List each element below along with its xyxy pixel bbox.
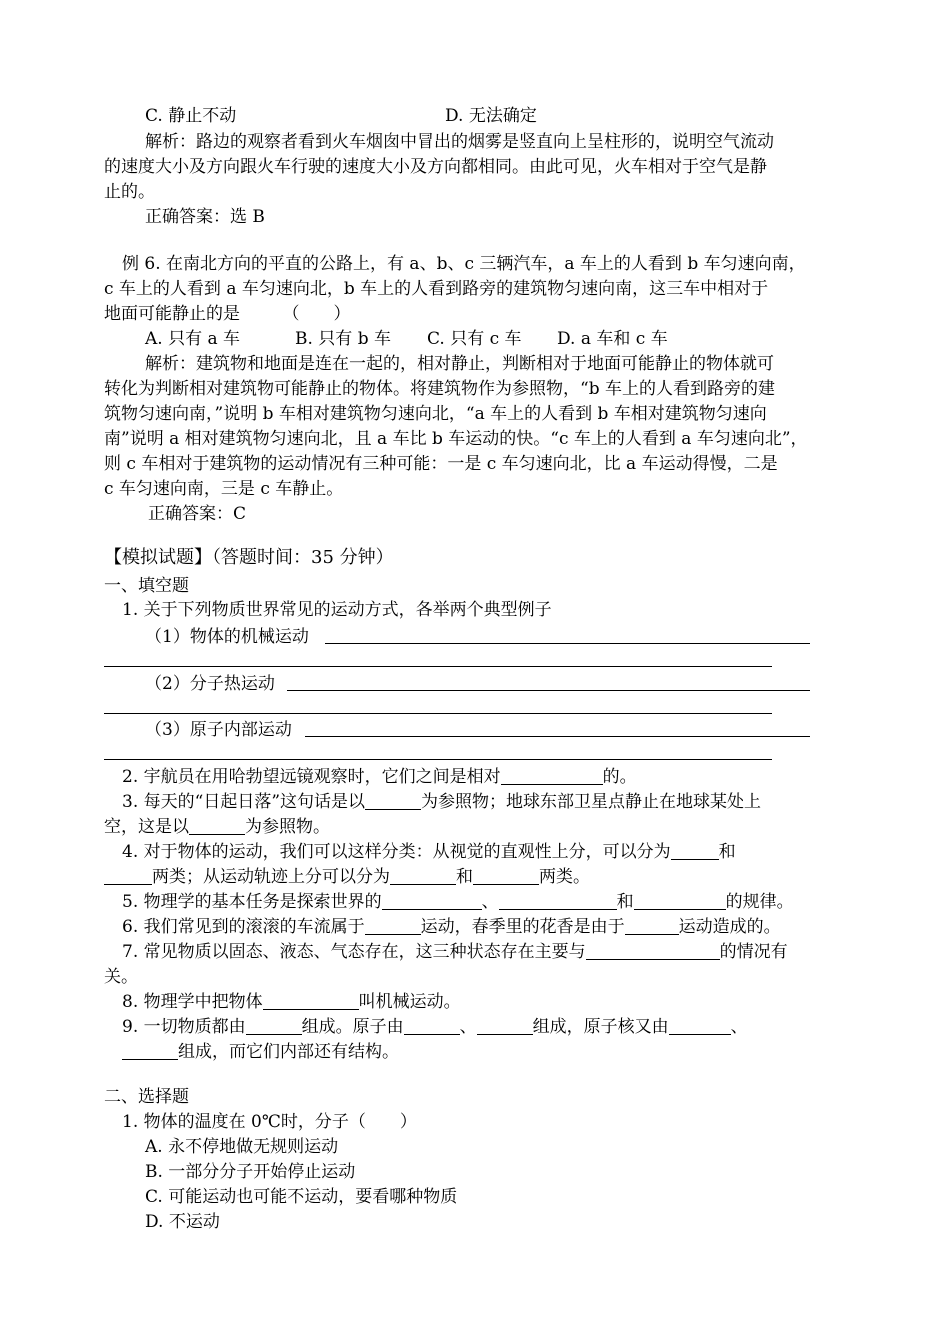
fill-question-9: 9. 一切物质都由 组成。原子由 、 组成，原子核又由 、 — [122, 1017, 748, 1037]
example5-analysis-line-3: 止的。 — [104, 182, 155, 202]
choice-question-1-option-c: C. 可能运动也可能不运动，要看哪种物质 — [145, 1187, 458, 1207]
answer-blank[interactable] — [365, 792, 421, 810]
answer-blank[interactable] — [473, 867, 539, 885]
mock-test-heading — [104, 546, 394, 570]
fill-question-1-part-1-label: （1）物体的机械运动 — [145, 627, 309, 647]
choice-question-1-option-a: A. 永不停地做无规则运动 — [145, 1137, 339, 1157]
fill-question-5: 5. 物理学的基本任务是探索世界的 、 和 的规律。 — [122, 892, 794, 912]
answer-blank[interactable] — [263, 992, 359, 1010]
answer-blank[interactable] — [501, 767, 603, 785]
example6-analysis-line-5: 则 c 车相对于建筑物的运动情况有三种可能：一是 c 车匀速向北，比 a 车运动得慢，二是 — [104, 454, 778, 474]
answer-blank[interactable] — [325, 643, 810, 644]
answer-blank[interactable] — [586, 942, 720, 960]
fill-question-3: 3. 每天的“日起日落”这句话是以 为参照物；地球东部卫星点静止在地球某处上 — [122, 792, 762, 812]
fill-question-2: 2. 宇航员在用哈勃望远镜观察时，它们之间是相对 的。 — [122, 767, 637, 787]
example6-option-d: D. a 车和 c 车 — [557, 329, 668, 349]
example5-answer: 正确答案：选 B — [145, 207, 265, 227]
fill-question-1-part-3-label: （3）原子内部运动 — [145, 720, 292, 740]
example6-answer: 正确答案：C — [148, 504, 247, 524]
answer-blank[interactable] — [365, 917, 421, 935]
answer-blank[interactable] — [669, 1017, 731, 1035]
choice-question-1-option-b: B. 一部分分子开始停止运动 — [145, 1162, 356, 1182]
answer-blank[interactable] — [305, 736, 810, 737]
fill-question-7: 7. 常见物质以固态、液态、气态存在，这三种状态存在主要与 的情况有 — [122, 942, 788, 962]
answer-blank[interactable] — [404, 1017, 460, 1035]
fill-question-8: 8. 物理学中把物体 叫机械运动。 — [122, 992, 461, 1012]
fill-question-7-continued: 关。 — [104, 967, 138, 987]
example6-analysis-line-2: 转化为判断相对建筑物可能静止的物体。将建筑物作为参照物，“b 车上的人看到路旁的建 — [104, 379, 775, 399]
example6-question-line-3: 地面可能静止的是 （ ） — [104, 304, 351, 324]
mock-test-time: （答题时间：35 分钟） — [212, 547, 394, 568]
answer-blank[interactable] — [499, 892, 617, 910]
fill-question-1-part-2-label: （2）分子热运动 — [145, 674, 275, 694]
fill-question-6: 6. 我们常见到的滚滚的车流属于 运动，春季里的花香是由于 运动造成的。 — [122, 917, 781, 937]
fill-question-3-continued: 空，这是以 为参照物。 — [104, 817, 330, 837]
example5-analysis-line-2: 的速度大小及方向跟火车行驶的速度大小及方向都相同。由此可见，火车相对于空气是静 — [104, 157, 767, 177]
fill-question-1: 1. 关于下列物质世界常见的运动方式，各举两个典型例子 — [122, 600, 552, 620]
answer-blank[interactable] — [390, 867, 456, 885]
example6-analysis-line-6: c 车匀速向南，三是 c 车静止。 — [104, 479, 344, 499]
choice-question-1: 1. 物体的温度在 0℃时，分子（ ） — [122, 1112, 417, 1132]
answer-blank[interactable] — [634, 892, 726, 910]
mock-test-title: 【模拟试题】 — [104, 547, 212, 568]
example6-option-a: A. 只有 a 车 — [145, 329, 241, 349]
answer-blank[interactable] — [382, 892, 482, 910]
example5-analysis-line-1: 解析：路边的观察者看到火车烟囱中冒出的烟雾是竖直向上呈柱形的，说明空气流动 — [145, 132, 774, 152]
section-choice-heading: 二、选择题 — [104, 1087, 189, 1107]
answer-blank[interactable] — [104, 759, 772, 760]
answer-blank[interactable] — [671, 842, 719, 860]
fill-question-9-continued: 组成，而它们内部还有结构。 — [122, 1040, 399, 1064]
answer-blank[interactable] — [477, 1017, 533, 1035]
example6-option-c: C. 只有 c 车 — [427, 329, 522, 349]
answer-blank[interactable] — [104, 666, 772, 667]
example6-question-line-2: c 车上的人看到 a 车匀速向北，b 车上的人看到路旁的建筑物匀速向南，这三车中相对于 — [104, 279, 769, 299]
example6-analysis-line-3: 筑物匀速向南，”说明 b 车相对建筑物匀速向北，“a 车上的人看到 b 车相对建筑物匀速向 — [104, 404, 767, 424]
example6-question-line-1: 例 6. 在南北方向的平直的公路上，有 a、b、c 三辆汽车，a 车上的人看到 b 车匀速向南， — [122, 254, 806, 274]
answer-blank[interactable] — [104, 713, 772, 714]
example5-option-d: D. 无法确定 — [445, 106, 537, 126]
example5-option-c: C. 静止不动 — [145, 106, 237, 126]
example6-analysis-line-4: 南”说明 a 相对建筑物匀速向北，且 a 车比 b 车运动的快。“c 车上的人看到 a 车匀速向北”， — [104, 429, 808, 449]
answer-blank[interactable] — [625, 917, 679, 935]
example6-analysis-line-1: 解析：建筑物和地面是连在一起的，相对静止，判断相对于地面可能静止的物体就可 — [145, 354, 774, 374]
example6-option-b: B. 只有 b 车 — [295, 329, 391, 349]
answer-blank[interactable] — [122, 1042, 178, 1060]
fill-question-4-continued: 两类；从运动轨迹上分可以分为 和 两类。 — [104, 865, 590, 889]
section-fill-in-heading: 一、填空题 — [104, 576, 189, 596]
answer-blank[interactable] — [104, 867, 152, 885]
answer-blank[interactable] — [189, 817, 245, 835]
answer-blank[interactable] — [287, 690, 810, 691]
fill-question-4: 4. 对于物体的运动，我们可以这样分类：从视觉的直观性上分，可以分为 和 — [122, 842, 736, 862]
answer-blank[interactable] — [246, 1017, 302, 1035]
choice-question-1-option-d: D. 不运动 — [145, 1212, 220, 1232]
